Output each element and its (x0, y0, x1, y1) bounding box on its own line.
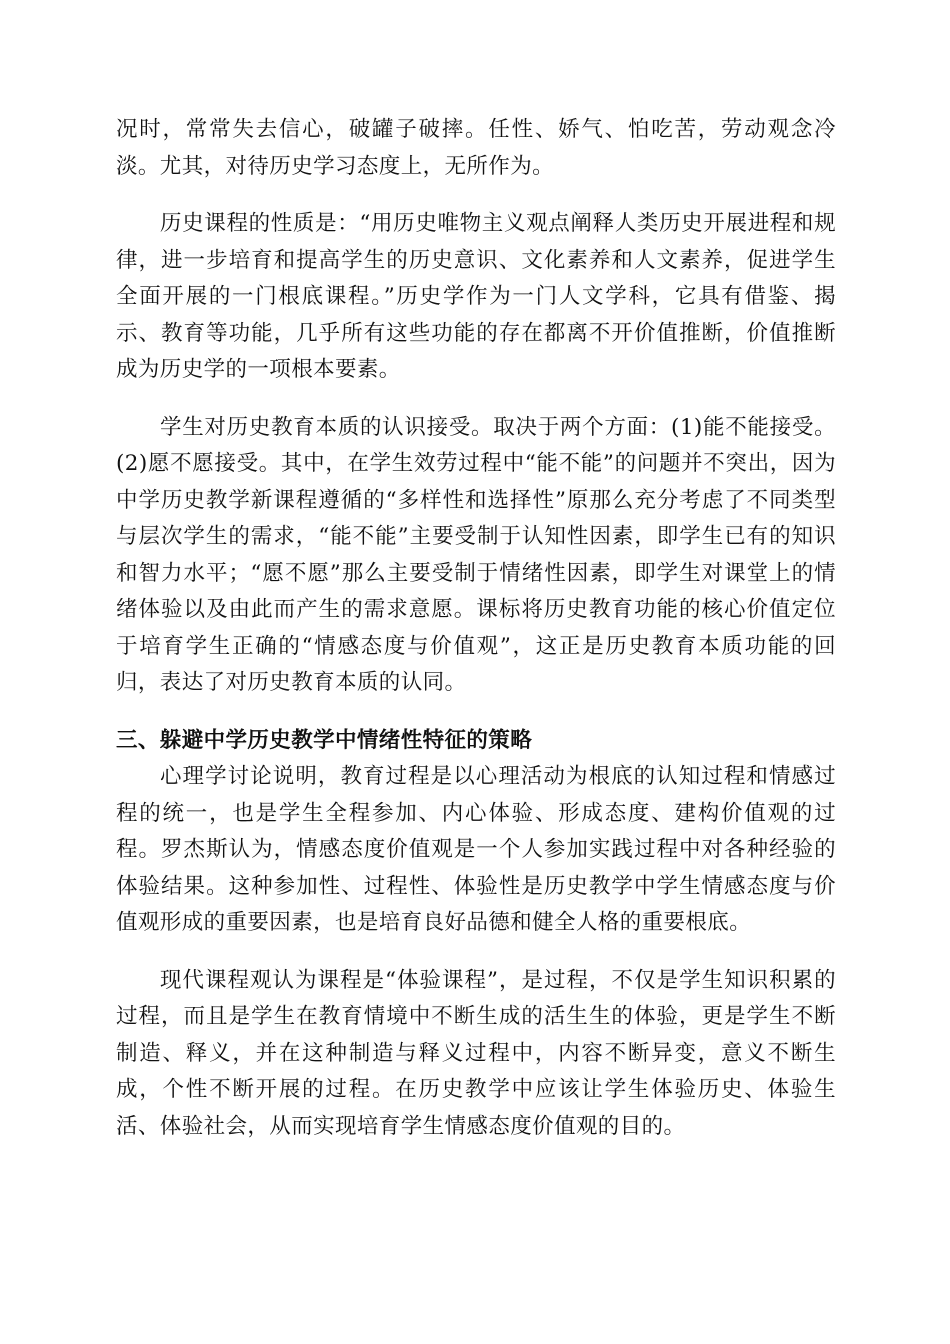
paragraph-course-nature: 历史课程的性质是：“用历史唯物主义观点阐释人类历史开展进程和规律，进一步培育和提高学生的历史意识、文化素养和人文素养，促进学生全面开展的一门根底课程。”历史学作为一门人文学科，它具有借鉴、揭示、教育等功能，几乎所有这些功能的存在都离不开价值推断，价值推断成为历史学的一项根本要素。 (116, 211, 836, 382)
paragraph-continuation: 况时，常常失去信心，破罐子破摔。任性、娇气、怕吃苦，劳动观念冷淡。尤其，对待历史学习态度上，无所作为。 (116, 117, 836, 179)
paragraph-student-acceptance: 学生对历史教育本质的认识接受。取决于两个方面：(1)能不能接受。(2)愿不愿接受。其中，在学生效劳过程中“能不能”的问题并不突出，因为中学历史教学新课程遵循的“多样性和选择性”原那么充分考虑了不同类型与层次学生的需求，“能不能”主要受制于认知性因素，即学生已有的知识和智力水平；“愿不愿”那么主要受制于情绪性因素，即学生对课堂上的情绪体验以及由此而产生的需求意愿。课标将历史教育功能的核心价值定位于培育学生正确的“情感态度与价值观”，这正是历史教育本质功能的回归，表达了对历史教育本质的认同。 (116, 414, 836, 695)
section-heading: 三、躲避中学历史教学中情绪性特征的策略 (116, 727, 533, 753)
paragraph-psychology: 心理学讨论说明，教育过程是以心理活动为根底的认知过程和情感过程的统一，也是学生全程参加、内心体验、形成态度、建构价值观的过程。罗杰斯认为，情感态度价值观是一个人参加实践过程中对各种经验的体验结果。这种参加性、过程性、体验性是历史教学中学生情感态度与价值观形成的重要因素，也是培育良好品德和健全人格的重要根底。 (116, 764, 836, 935)
paragraph-curriculum-view: 现代课程观认为课程是“体验课程”，是过程，不仅是学生知识积累的过程，而且是学生在教育情境中不断生成的活生生的体验，更是学生不断制造、释义，并在这种制造与释义过程中，内容不断异变，意义不断生成，个性不断开展的过程。在历史教学中应该让学生体验历史、体验生活、体验社会，从而实现培育学生情感态度价值观的目的。 (116, 967, 836, 1139)
document-page (116, 112, 836, 1145)
